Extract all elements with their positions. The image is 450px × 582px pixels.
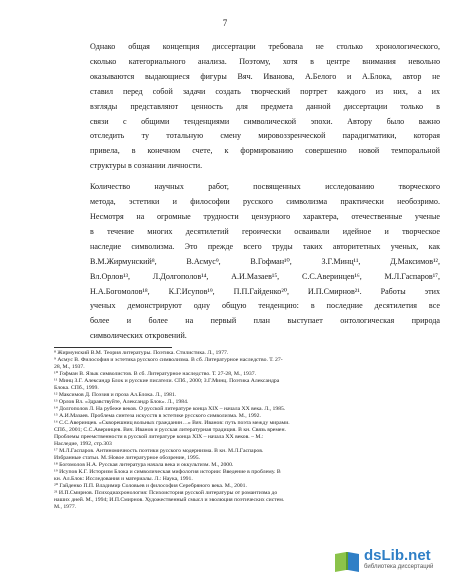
paragraph bbox=[54, 40, 440, 174]
paragraph bbox=[54, 180, 440, 344]
text-line: Однако общая концепция диссертации требовала не столько хронологического, bbox=[90, 42, 440, 51]
text-line: в течение многих десятилетий героически осваивали идейное и творческое bbox=[90, 226, 440, 236]
text-line: Несмотря на огромные трудности цензурного характера, отечественные ученые bbox=[90, 211, 440, 221]
text-line: ставил перед собой задачи создать творческий портрет каждого из них, а их bbox=[90, 86, 440, 96]
footnote-line: ¹² Максимов Д. Поэзия и проза Ал.Блока. Л., 1981. bbox=[54, 392, 177, 398]
text-line: привела, в конечном счете, к формированию совершенно новой темпоральной bbox=[90, 146, 440, 156]
text-line: Количество научных работ, посвященных исследованию творческого bbox=[90, 182, 440, 192]
page-number: 7 bbox=[222, 18, 228, 28]
text-line: взгляды представляют ценность для предмета данной диссертации только в bbox=[90, 101, 440, 111]
footnote-line: Избранные статьи. М.:Новое литературное обозрение, 1995. bbox=[54, 455, 200, 461]
footnote-line: ¹⁷ М.Л.Гаспаров. Антиномичность поэтики русского модернизма. В кн. М.Л.Гаспаров. bbox=[54, 448, 264, 454]
footnote-line: ¹⁴ Долгополов Л. На рубеже веков. О русской литературе конца XIX – начала XX века. Л., 1985. bbox=[54, 406, 286, 412]
text-line: наследие символизма. Это прежде всего труды таких авторитетных ученых, как bbox=[90, 241, 440, 251]
text-line: сколько категориального анализа. Поэтому, хотя в центре внимания невольно bbox=[90, 56, 440, 66]
text-line: оказываются выдающиеся фигуры Вяч. Иванова, А.Белого и А.Блока, автор не bbox=[90, 71, 440, 81]
footnote-line: СПб., 2001; С.С.Аверинцев. Вяч. Иванов и русская литературная традиция. В кн. Связь времен. bbox=[54, 427, 286, 433]
text-line: связи с общими тенденциями символической эпохи. Автору было важно bbox=[90, 116, 440, 126]
watermark-brand: dsLib.net bbox=[364, 547, 431, 564]
footnote-line: ¹⁹ Исупов К.Г. Историзм Блока и символическая мифология истории: Введение в проблему. В bbox=[54, 469, 281, 475]
footnote-line: наших дней. М., 1994; И.П.Смирнов. Художественный смысл и эволюция поэтических систем. bbox=[54, 497, 285, 503]
footnote-line: ²⁰ Гайденко П.П. Владимир Соловьев и философия Серебряного века. М., 2001. bbox=[54, 483, 247, 489]
text-line: ученых демонстрируют одну общую тенденцию: в последние десятилетия все bbox=[90, 301, 440, 311]
footnote-divider bbox=[54, 347, 172, 348]
footnote-line: ⁸ Жирмунский В.М. Теория литературы. Поэтика. Стилистика. Л., 1977. bbox=[54, 350, 229, 356]
footnote-line: ⁹ Асмус В. Философия и эстетика русского символизма. В сб. Литературное наследство. Т. 27- bbox=[54, 357, 283, 363]
dslib-watermark[interactable] bbox=[332, 546, 444, 576]
footnote-line: ¹⁸ Богомолов Н.А. Русская литература начала века и оккультизм. М., 2000. bbox=[54, 462, 234, 468]
text-line: Н.А.Богомолов¹⁸, К.Г.Исупов¹⁹, П.П.Гайденко²⁰, И.П.Смирнов²¹. Работы этих bbox=[90, 286, 440, 296]
text-line: структуры в сознании личности. bbox=[90, 161, 203, 171]
text-line: метода, эстетики и философии русского символизма практически необозримо. bbox=[90, 197, 440, 207]
footnote-line: Наследие, 1992, стр.303 bbox=[54, 441, 112, 447]
footnote-line: Блока. СПб., 1999. bbox=[54, 385, 99, 391]
watermark-subtitle: библиотека диссертаций bbox=[364, 564, 434, 570]
text-line: символических откровений. bbox=[90, 331, 187, 341]
text-line: Вл.Орлов¹³, Л.Долгополов¹⁴, А.И.Мазаев¹⁵, С.С.Аверинцев¹⁶, М.Л.Гаспаров¹⁷, bbox=[90, 271, 440, 281]
text-line: более и более на первый план выступает онтологическая природа bbox=[90, 316, 440, 326]
footnote-line: ¹⁰ Гофман В. Язык символистов. В сб. Литературное наследство. Т. 27-28, М., 1937. bbox=[54, 371, 257, 377]
text-line: В.М.Жирмунский⁸, В.Асмус⁹, В.Гофман¹⁰, З.Г.Минц¹¹, Д.Максимов¹², bbox=[90, 256, 440, 266]
footnote-line: ²¹ И.П.Смирнов. Психодиахронология: Психоистория русской литературы от романтизма до bbox=[54, 490, 278, 496]
footnote-line: ¹⁶ С.С.Аверинцев. «Скворешниц вольных гражданин…» Вяч. Иванов: путь поэта между мирами. bbox=[54, 420, 290, 426]
footnote-line: Проблемы преемственности в русской литературе конца XIX – начала XX веков. – М.: bbox=[54, 434, 264, 440]
footnote-line: ¹¹ Минц З.Г. Александр Блок и русские писатели. СПб., 2000; З.Г.Минц. Поэтика Александра bbox=[54, 378, 280, 384]
footnote-line: ¹³ Орлов Вл. «Здравствуйте, Александр Блок». Л., 1984. bbox=[54, 399, 189, 405]
footnote-line: М., 1977. bbox=[54, 504, 77, 510]
book-logo-icon bbox=[332, 548, 362, 574]
footnote-line: 28, М., 1937. bbox=[54, 364, 85, 370]
text-line: отследить ту тотальную смену мировоззренческой парадигматики, которая bbox=[90, 131, 440, 141]
footnote-line: ¹⁵ А.И.Мазаев. Проблема синтеза искусств в эстетике русского символизма. М., 1992. bbox=[54, 413, 261, 419]
footnotes bbox=[54, 350, 440, 511]
body-text bbox=[54, 40, 440, 350]
footnote-line: кн. Ал.Блок: Исследования и материалы. Л.: Наука, 1991. bbox=[54, 476, 193, 482]
